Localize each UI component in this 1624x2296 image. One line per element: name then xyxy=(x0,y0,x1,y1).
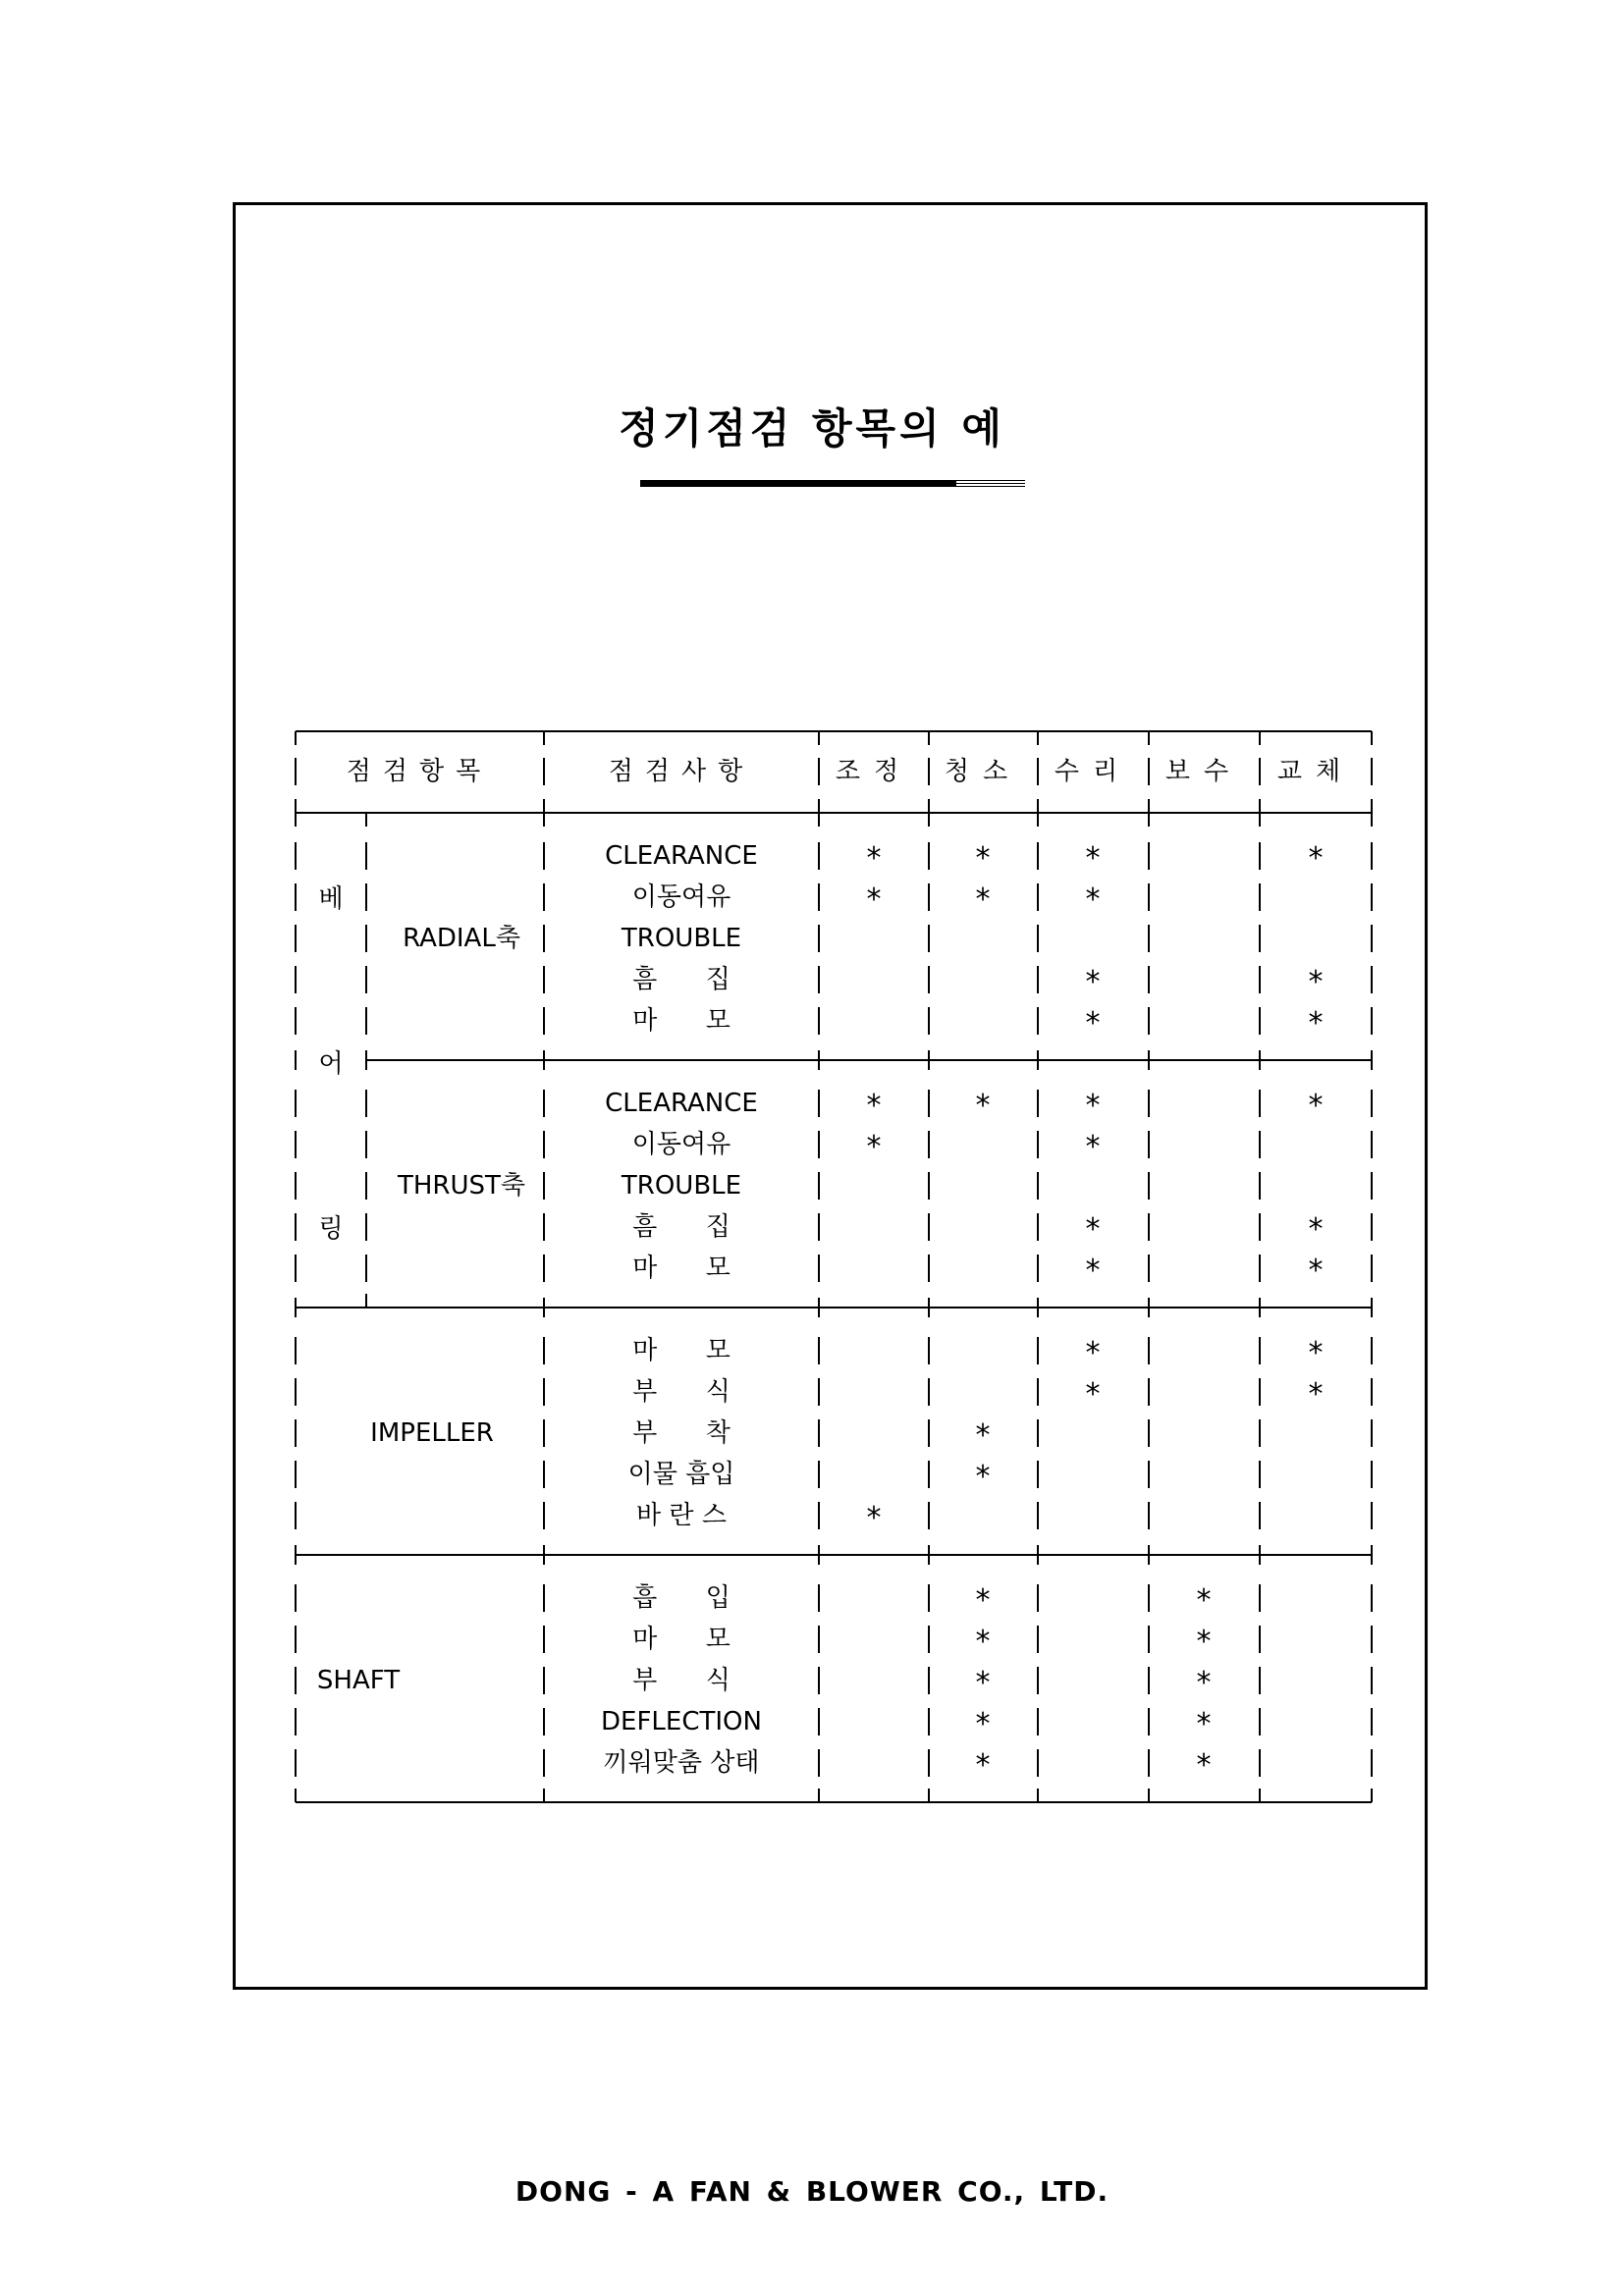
page-title: 정기점검 항목의 예 xyxy=(619,404,1005,453)
inspection-item: 흡 입 xyxy=(632,1583,731,1613)
check-mark: * xyxy=(975,1707,991,1741)
check-mark: * xyxy=(1085,1089,1101,1123)
check-mark: * xyxy=(1085,1377,1101,1412)
group-name: IMPELLER xyxy=(370,1418,494,1448)
check-mark: * xyxy=(1085,841,1101,876)
header-5: 수리 xyxy=(1054,757,1132,786)
check-mark: * xyxy=(975,1460,991,1494)
inspection-item: 이동여유 xyxy=(631,882,731,912)
check-mark: * xyxy=(1085,1006,1101,1041)
bearing-label-char: 베 xyxy=(318,884,344,914)
check-mark: * xyxy=(866,882,882,917)
check-mark: * xyxy=(975,841,991,876)
inspection-item: 이물 흡입 xyxy=(627,1460,735,1489)
inspection-item: 마 모 xyxy=(632,1254,731,1283)
inspection-item: CLEARANCE xyxy=(605,841,758,871)
check-mark: * xyxy=(1085,1130,1101,1164)
header-3: 조정 xyxy=(835,757,913,786)
check-mark: * xyxy=(1308,1336,1324,1370)
check-mark: * xyxy=(1196,1666,1212,1700)
inspection-item: 끼워맞춤 상태 xyxy=(603,1748,760,1778)
check-mark: * xyxy=(866,841,882,876)
check-mark: * xyxy=(975,1418,991,1453)
check-mark: * xyxy=(975,1748,991,1783)
check-mark: * xyxy=(1196,1707,1212,1741)
inspection-item: 흠 집 xyxy=(632,965,731,994)
header-1: 점검항목 xyxy=(346,757,493,786)
inspection-item: 부 식 xyxy=(632,1377,731,1407)
inspection-item: 이동여유 xyxy=(631,1130,731,1159)
bearing-label-char: 링 xyxy=(318,1214,344,1244)
check-mark: * xyxy=(1308,841,1324,876)
group-name: THRUST축 xyxy=(397,1171,526,1201)
header-7: 교체 xyxy=(1276,757,1355,786)
inspection-item: TROUBLE xyxy=(621,924,742,953)
check-mark: * xyxy=(866,1130,882,1164)
header-4: 청소 xyxy=(944,757,1022,786)
inspection-item: TROUBLE xyxy=(621,1171,742,1201)
header-6: 보수 xyxy=(1164,757,1243,786)
inspection-item: 바 란 스 xyxy=(636,1501,727,1530)
inspection-item: 부 착 xyxy=(632,1418,731,1448)
check-mark: * xyxy=(1085,882,1101,917)
check-mark: * xyxy=(1308,1377,1324,1412)
check-mark: * xyxy=(1085,1336,1101,1370)
group-name: SHAFT xyxy=(316,1666,401,1695)
check-mark: * xyxy=(975,882,991,917)
check-mark: * xyxy=(866,1089,882,1123)
check-mark: * xyxy=(1085,965,1101,999)
inspection-item: 마 모 xyxy=(632,1006,731,1036)
inspection-item: CLEARANCE xyxy=(605,1089,758,1118)
check-mark: * xyxy=(975,1625,991,1659)
inspection-item: DEFLECTION xyxy=(601,1707,762,1736)
check-mark: * xyxy=(1196,1583,1212,1618)
check-mark: * xyxy=(1308,1212,1324,1247)
check-mark: * xyxy=(866,1501,882,1535)
company-footer: DONG - A FAN & BLOWER CO., LTD. xyxy=(514,2175,1110,2208)
check-mark: * xyxy=(975,1089,991,1123)
check-mark: * xyxy=(1085,1254,1101,1288)
header-2: 점검사항 xyxy=(608,757,755,786)
group-name: RADIAL축 xyxy=(403,924,520,953)
check-mark: * xyxy=(1196,1625,1212,1659)
check-mark: * xyxy=(1308,1254,1324,1288)
check-mark: * xyxy=(975,1583,991,1618)
inspection-item: 흠 집 xyxy=(632,1212,731,1242)
check-mark: * xyxy=(1308,965,1324,999)
check-mark: * xyxy=(1308,1089,1324,1123)
inspection-item: 마 모 xyxy=(632,1625,731,1654)
bearing-label-char: 어 xyxy=(318,1049,344,1079)
check-mark: * xyxy=(1196,1748,1212,1783)
inspection-item: 마 모 xyxy=(632,1336,731,1365)
check-mark: * xyxy=(1308,1006,1324,1041)
check-mark: * xyxy=(1085,1212,1101,1247)
inspection-item: 부 식 xyxy=(632,1666,731,1695)
check-mark: * xyxy=(975,1666,991,1700)
